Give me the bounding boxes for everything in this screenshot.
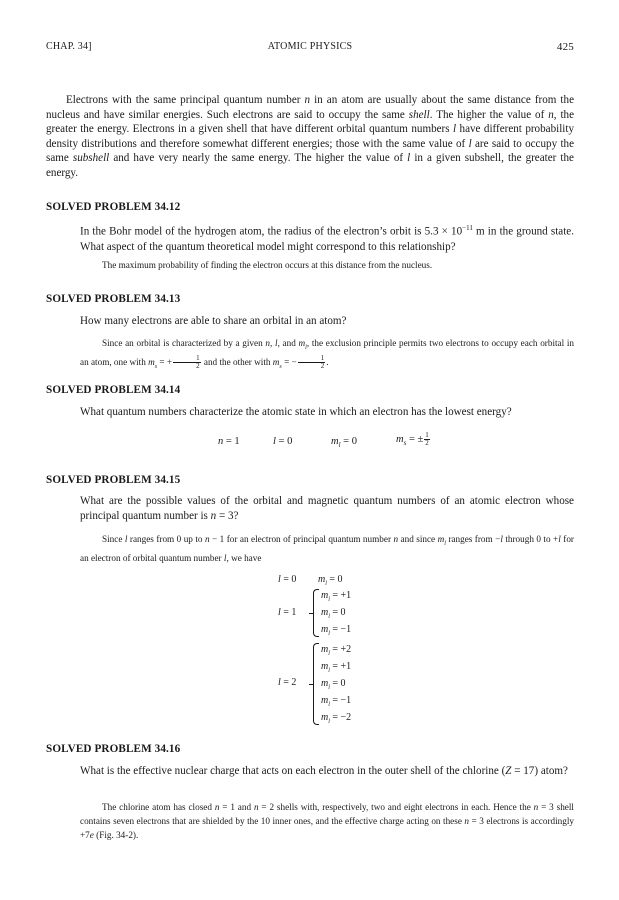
- l-value-label: l = 2: [278, 677, 297, 688]
- problem-question-34-15: What are the possible values of the orbital and magnetic quantum numbers of an atomic electron whose principal quantum number is n = 3?: [80, 495, 574, 522]
- problem-answer-34-12: The maximum probability of finding the electron occurs at this distance from the nucleus.: [102, 260, 433, 270]
- chapter-label: CHAP. 34]: [46, 41, 92, 52]
- ml-value: $m_l = +2$: [321, 644, 352, 657]
- problem-answer-34-16: The chlorine atom has closed n = 1 and n = 2 shells with, respectively, two and eight electrons in each. Hence the n = 3 shell contains seven electrons that are shielded by the 10 inner ones, and the effective charge acting on these n = 3 electrons is accordingly +7e (Fig. 34-2).: [80, 802, 575, 840]
- quantum-ml: $m_l = 0$: [331, 436, 357, 450]
- l-value-label: l = 1: [278, 607, 297, 618]
- quantum-ms: $m_s$ = ± $\frac{1}{2}$: [396, 431, 429, 447]
- chapter-title: ATOMIC PHYSICS: [267, 41, 353, 52]
- fraction-one-half: $\frac{1}{2}$: [173, 355, 201, 370]
- problem-heading-34-12: SOLVED PROBLEM 34.12: [46, 201, 181, 213]
- brace-l2: [313, 643, 319, 725]
- ml-value: $m_l = +1$: [321, 590, 352, 603]
- problem-question-34-13: How many electrons are able to share an orbital in an atom?: [80, 315, 347, 327]
- quantum-n: n = 1: [218, 436, 240, 447]
- problem-question-34-12: In the Bohr model of the hydrogen atom, the radius of the electron’s orbit is $5.3 \times 10^{-11}$ m in the ground state. What aspect of the quantum theoretical model might correspond to this relationship?: [80, 224, 574, 253]
- problem-heading-34-16: SOLVED PROBLEM 34.16: [46, 743, 181, 755]
- ml-value: $m_l = 0$: [321, 607, 346, 620]
- l-value-label: l = 0: [278, 574, 297, 585]
- problem-heading-34-13: SOLVED PROBLEM 34.13: [46, 293, 181, 305]
- ml-value: $m_l = -1$: [321, 695, 352, 708]
- brace-l1: [313, 589, 319, 637]
- ml-value: $m_l = -2$: [321, 712, 352, 725]
- ml-value: $m_l = -1$: [321, 624, 352, 637]
- problem-answer-34-13: Since an orbital is characterized by a given n, l, and $m_l$, the exclusion principle permits two electrons to occupy each orbital in an atom, one with $m_s$ = + $\frac{1}{2}$ and the other with $m_s$ = − $\frac{1}{2}$ .: [80, 338, 575, 371]
- ml-value: $m_l = 0$: [318, 574, 343, 587]
- intro-paragraph: Electrons with the same principal quantum number n in an atom are usually about the same distance from the nucleus and have similar energies. Such electrons are said to occupy the same shell. The higher the value of n, the greater the energy. Electrons in a given shell that have different orbital quantum numbers l have different probability density distributions and therefore somewhat different energies; those with the same value of l are said to occupy the same subshell and have very nearly the same energy. The higher the value of l in a given subshell, the greater the energy.: [46, 94, 575, 179]
- ml-value: $m_l = +1$: [321, 661, 352, 674]
- problem-question-34-14: What quantum numbers characterize the atomic state in which an electron has the lowest energy?: [80, 406, 512, 418]
- page-number: 425: [556, 41, 574, 53]
- ml-value: $m_l = 0$: [321, 678, 346, 691]
- problem-heading-34-14: SOLVED PROBLEM 34.14: [46, 384, 181, 396]
- problem-heading-34-15: SOLVED PROBLEM 34.15: [46, 474, 181, 486]
- running-header: [46, 41, 574, 57]
- quantum-l: l = 0: [273, 436, 293, 447]
- fraction-one-half: $\frac{1}{2}$: [298, 355, 326, 370]
- problem-question-34-16: What is the effective nuclear charge that acts on each electron in the outer shell of the chlorine (Z = 17) atom?: [80, 765, 568, 777]
- problem-answer-34-15: Since l ranges from 0 up to n − 1 for an electron of principal quantum number n and since $m_l$ ranges from −l through 0 to +l for an electron of orbital quantum number l, we have: [80, 534, 574, 563]
